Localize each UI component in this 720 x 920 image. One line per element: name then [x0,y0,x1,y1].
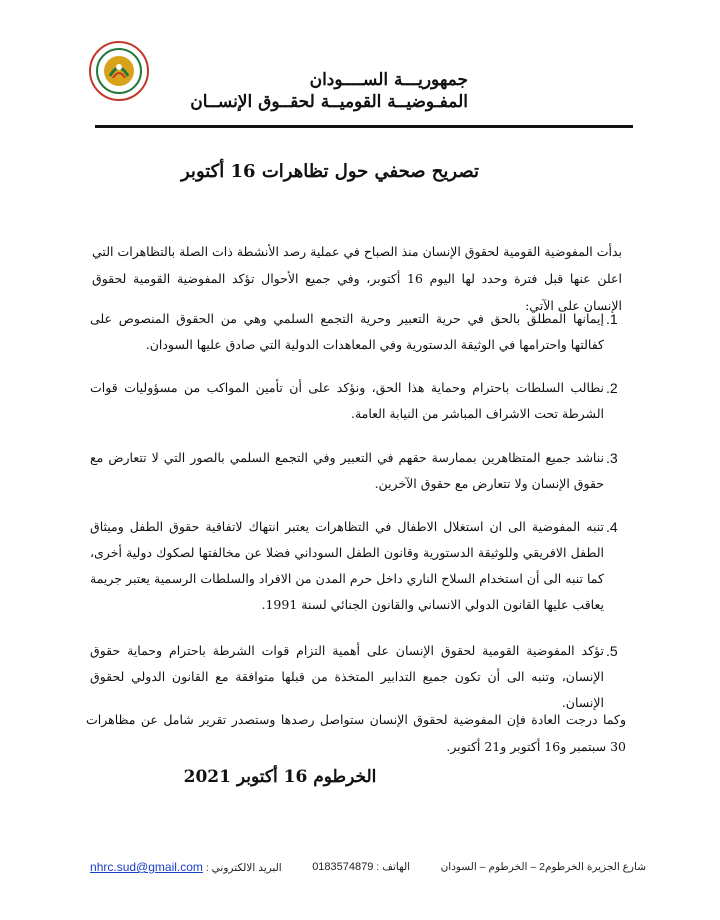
letterhead [160,70,468,114]
footer-address: شارع الجزيرة الخرطوم2 – الخرطوم – السودان [440,861,646,873]
item-text: نطالب السلطات باحترام وحماية هذا الحق، ونؤكد على أن تأمين المواكب من مسؤوليات قوات الشرطة تحت الاشراف المباشر من النيابة العامة. [90,380,604,421]
email-link[interactable]: nhrc.sud@gmail.com [90,860,203,874]
footer-phone-group [312,861,410,873]
list-item [90,514,630,618]
commission-logo-icon [88,40,150,102]
phone-number: 0183574879 [312,861,374,873]
list-item [90,375,630,427]
country-name: جمهوريـــة الســــودان [309,70,468,90]
document-title: تصريح صحفي حول تظاهرات 16 أكتوبر [181,161,479,182]
closing-paragraph: وكما درجت العادة فإن المفوضية لحقوق الإنسان ستواصل رصدها وستصدر تقرير شامل عن مظاهرات 30 سبتمبر و16 أكتوبر و21 أكتوبر. [86,712,626,754]
phone-label: الهاتف : [376,861,411,873]
footer [90,860,646,874]
item-number: 5. [606,643,618,659]
list-item [90,445,630,497]
list-item [90,638,630,716]
item-number: 3. [606,450,618,466]
item-text: تؤكد المفوضية القومية لحقوق الإنسان على أهمية التزام قوات الشرطة باحترام وحماية حقوق الإنسان، وتنبه الى أن تكون جميع التدابير المتخذة من قبلها متوافقة مع القانون الدولي لحقوق الإنسان. [90,643,604,710]
email-label: البريد الالكتروني : [205,862,282,874]
list-item [90,306,630,358]
item-text: نناشد جميع المتظاهرين بممارسة حقهم في التعبير وفي التجمع السلمي بالصور التي لا تتعارض مع حقوق الإنسان ولا تتعارض مع حقوق الآخرين. [90,450,604,491]
commission-name: المفـوضيــة القوميــة لحقــوق الإنســان [190,92,468,112]
item-text: تنبه المفوضية الى ان استغلال الاطفال في التظاهرات يعتبر انتهاك لاتفاقية حقوق الطفل وميثاق الطفل الافريقي وللوثيقة الدستورية وقانون الطفل السوداني فضلا عن مخالفتها لصكوك دولية أخرى، كما تنبه الى أن استخدام السلاح الناري داخل حرم المدن من الافراد والسلطات الرسمية يعتبر جريمة يعاقب عليها القانون الدولي الانساني والقانون الجنائي لسنة 1991. [90,519,604,612]
item-text: إيمانها المطلق بالحق في حرية التعبير وحرية التجمع السلمي وهي من الحقوق المنصوص على كفالتها واحترامها في الوثيقة الدستورية وفي المعاهدات الدولية التي صادق عليها السودان. [90,311,604,352]
intro-paragraph: بدأت المفوضية القومية لحقوق الإنسان منذ الصباح في عملية رصد الأنشطة ذات الصلة بالتظاهرات التي اعلن عنها قبل فترة وحدد لها اليوم 16 أكتوبر، وفي جميع الأحوال تؤكد المفوضية القومية لحقوق الإنسان على الآتي: [92,244,622,313]
place-date-signature: الخرطوم 16 أكتوبر 2021 [183,767,377,787]
item-number: 2. [606,380,618,396]
header-divider [95,125,633,128]
footer-email-group [90,860,282,874]
item-number: 1. [606,311,618,327]
item-number: 4. [606,519,618,535]
